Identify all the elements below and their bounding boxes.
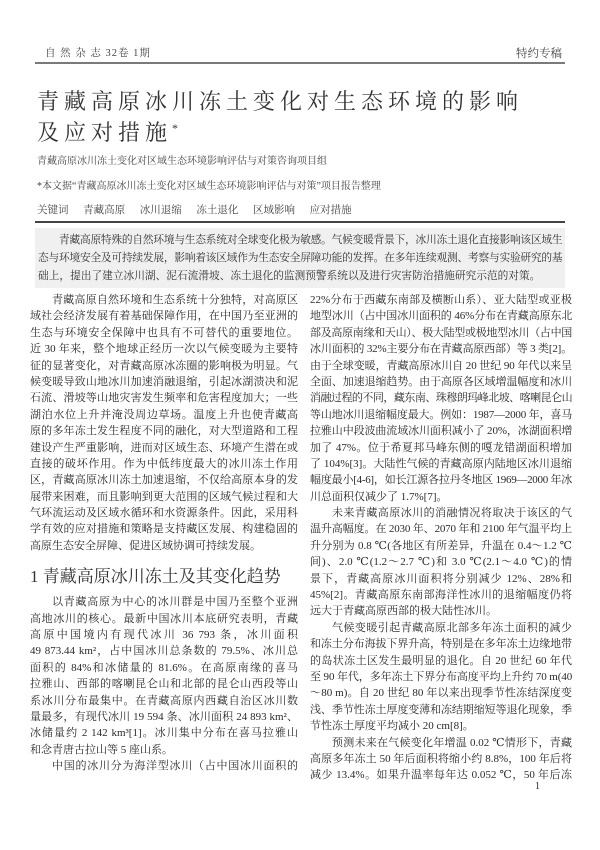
keyword: 区域影响 bbox=[253, 205, 295, 216]
text-line: 地型冰川（占中国冰川面积的 46%分布在青藏高原东北 bbox=[310, 310, 572, 323]
abstract-line: 础上，提出了建立冰川湖、泥石流滑坡、冻土退化的监测预警系统以及进行灾害防治措施研究示范的对策。 bbox=[38, 270, 541, 282]
text-line: 学有效的应对措施和策略是支持藏区发展、构建稳固的 bbox=[30, 523, 298, 536]
title-footnote-mark: * bbox=[172, 121, 184, 135]
text-line: 以青藏高原为中心的冰川群是中国乃至整个亚洲 bbox=[52, 596, 298, 609]
right-column bbox=[310, 292, 572, 784]
text-line: 拉雅山、西部的喀喇昆仑山和北部的昆仑山西段等山 bbox=[30, 678, 298, 691]
text-line: 节性冻土厚度平均减小 20 cm[8]。 bbox=[310, 720, 474, 733]
text-line: 高原生态安全屏障、促进区域协调可持续发展。 bbox=[30, 539, 261, 552]
text-line: 高原中国境内有现代冰川 36 793 条，冰川面积 bbox=[30, 629, 298, 642]
text-line: 面积的 84%和冰储量的 81.6%。在高原南缘的喜马 bbox=[30, 661, 298, 674]
text-line: 温升高幅度。在 2030 年、2070 年和 2100 年气温平均上 bbox=[310, 523, 572, 536]
section-heading: 1 青藏高原冰川冻土及其变化趋势 bbox=[30, 567, 281, 587]
header-rule bbox=[35, 62, 565, 64]
text-line: 青藏高原自然环境和生态系统十分独特，对高原区 bbox=[52, 294, 298, 306]
footnote: *本文据“青藏高原冰川冻土变化对区域生态环境影响评估与对策”项目报告整理 bbox=[37, 181, 381, 192]
text-line: 49 873.44 km²，占中国冰川总条数的 79.5%、冰川总 bbox=[30, 645, 298, 658]
author-group: 青藏高原冰川冻土变化对区域生态环境影响评估与对策咨询项目组 bbox=[37, 156, 327, 167]
page-number: 1 bbox=[535, 781, 540, 792]
text-line: 等山地冰川退缩幅度最大。例如：1987—2000 年，喜马 bbox=[310, 408, 572, 421]
text-line: 近 30 年来，整个地球正经历一次以气候变暖为主要特 bbox=[30, 343, 298, 356]
text-line: 中国的冰川分为海洋型冰川（占中国冰川面积的 bbox=[52, 760, 298, 773]
journal-issue: 自 然 杂 志 32卷 1期 bbox=[45, 48, 151, 59]
text-line: 22%分布于西藏东南部及横断山系）、亚大陆型或亚极 bbox=[310, 294, 572, 306]
text-line: 全面、加速退缩趋势。由于高原各区域增温幅度和冰川 bbox=[310, 375, 572, 388]
keyword: 青藏高原 bbox=[83, 205, 126, 216]
text-line: 川总面积仅减少了 1.7%[7]。 bbox=[310, 490, 448, 503]
title-line-1: 青藏高原冰川冻土变化对生态环境的影响 bbox=[37, 89, 524, 114]
title-line-2: 及应对措施 bbox=[37, 120, 173, 145]
paragraph bbox=[30, 594, 298, 758]
abstract-line: 青藏高原特殊的自然环境与生态系统对全球变化极为敏感。气候变暖背景下，冰川冻土退化直接影响该区域生 bbox=[38, 234, 562, 246]
paragraph bbox=[310, 620, 572, 735]
text-line: 部及高原南缘和天山）、极大陆型或极地型冰川（占中国 bbox=[310, 326, 572, 339]
text-line: 原的多年冻土发生程度不同的融化，对大型道路和工程 bbox=[30, 425, 298, 438]
column-label: 特约专稿 bbox=[516, 48, 562, 60]
article-title bbox=[37, 86, 523, 148]
text-line: 区，青藏高原冰川冻土加速退缩，不仅给高原本身的发 bbox=[30, 474, 298, 487]
abstract-line: 态与环境安全及可持续发展，影响着该区域作为生态安全屏障功能的发挥。在多年连续观测、考察与实验研究的基 bbox=[38, 252, 562, 264]
text-line: 高地冰川的核心。最新中国冰川本底研究表明，青藏 bbox=[30, 612, 298, 625]
text-line: 建设产生严重影响，进而对区域生态、环境产生潜在或 bbox=[30, 441, 298, 454]
paragraph bbox=[30, 292, 298, 554]
text-line: 候变暖导致山地冰川加速消融退缩，引起冰湖溃决和泥 bbox=[30, 375, 298, 388]
text-line: 景下，青藏高原冰川面积将分别减少 12%、28%和 bbox=[310, 572, 572, 585]
text-line: 生态与环境安全保障中也具有不可替代的重要地位。 bbox=[30, 326, 298, 339]
text-line: 域社会经济发展有着基础保障作用，在中国乃至亚洲的 bbox=[30, 310, 298, 323]
paragraph bbox=[310, 505, 572, 620]
paragraph bbox=[30, 758, 298, 774]
text-line: 减少 13.4%。如果升温率每年达 0.052 ℃，50 年后冻 bbox=[310, 769, 572, 782]
text-line: 升分别为 0.8 ℃(各地区有所差异，升温在 0.4～1.2 ℃ bbox=[310, 539, 572, 552]
text-line: 预测未来在气候变化年增温 0.02 ℃情形下，青藏 bbox=[332, 736, 572, 749]
text-line: 征的显著变化，对青藏高原冰冻圈的影响极为明显。气 bbox=[30, 359, 298, 372]
text-line: 量最多，有现代冰川 19 594 条、冰川面积 24 893 km²、 bbox=[30, 710, 298, 723]
keyword: 应对措施 bbox=[309, 205, 352, 216]
text-line: 气候变暖引起青藏高原北部多年冻土面积的减少 bbox=[332, 621, 572, 634]
keyword: 冻土退化 bbox=[196, 205, 239, 216]
text-line: 加了 47%。位于希夏邦马峰东侧的嘎龙错湖面积增加 bbox=[310, 441, 572, 454]
paragraph bbox=[310, 292, 572, 505]
text-line: 和念青唐古拉山等 5 座山系。 bbox=[30, 743, 173, 756]
text-line: 高原多年冻土 50 年后面积将缩小约 8.8%，100 年后将 bbox=[310, 752, 572, 765]
text-line: 的岛状冻土区发生最明显的退化。自 20 世纪 60 年代 bbox=[310, 654, 572, 667]
text-line: ～80 m)。自 20 世纪 80 年以来出现季节性冻结深度变 bbox=[310, 687, 572, 700]
text-line: 石流、滑坡等山地灾害发生频率和危害程度加大；一些 bbox=[30, 392, 298, 405]
keywords bbox=[37, 202, 352, 217]
text-line: 至 90 年代，多年冻土下界分布高度平均上升约 70 m(40 bbox=[310, 670, 572, 683]
text-line: 了 104%[3]。大陆性气候的青藏高原内陆地区冰川退缩 bbox=[310, 457, 572, 470]
text-line: 冰川面积的 32%主要分布在青藏高原西部）等 3 类[2]。 bbox=[310, 343, 572, 356]
text-line: 间)、2.0 ℃(1.2～2.7 ℃)和 3.0 ℃(2.1～4.0 ℃)的情 bbox=[310, 556, 572, 569]
keywords-label: 关键词 bbox=[37, 205, 69, 216]
text-line: 浅、季节性冻土厚度变薄和冻结期缩短等退化现象，季 bbox=[310, 703, 572, 716]
text-line: 直接的破坏作用。作为中低纬度最大的冰川冻土作用 bbox=[30, 457, 298, 470]
text-line: 幅度最小[4-6]，如长江源各拉丹冬地区 1969—2000 年冰 bbox=[310, 474, 572, 487]
text-line: 和冻土分布海拔下界升高，特别是在多年冻土边缘地带 bbox=[310, 638, 572, 651]
left-column bbox=[30, 292, 298, 775]
text-line: 冰储量约 2 142 km³[1]。冰川集中分布在喜马拉雅山 bbox=[30, 727, 298, 740]
paragraph bbox=[310, 735, 572, 784]
text-line: 45%[2]。青藏高原东南部海洋性冰川的退缩幅度仍将 bbox=[310, 589, 572, 602]
keyword: 冰川退缩 bbox=[139, 205, 182, 216]
keywords-rule bbox=[35, 221, 565, 223]
text-line: 拉雅山中段波曲流域冰川面积减小了 20%，冰湖面积增 bbox=[310, 425, 572, 438]
text-line: 湖泊水位上升并淹没周边草场。温度上升也使青藏高 bbox=[30, 408, 298, 421]
text-line: 气环流运动及区域水循环和水资源条件。因此，采用科 bbox=[30, 507, 298, 520]
text-line: 由于全球变暖，青藏高原冰川自 20 世纪 90 年代以来呈 bbox=[310, 359, 572, 372]
text-line: 远大于青藏高原西部的极大陆性冰川。 bbox=[310, 605, 497, 618]
text-line: 系冰川分布最集中。在青藏高原内西藏自治区冰川数 bbox=[30, 694, 298, 707]
text-line: 展带来困难，而且影响到更大范围的区域气候过程和大 bbox=[30, 490, 298, 503]
text-line: 消融过程的不同，藏东南、珠穆朗玛峰北坡、喀喇昆仑山 bbox=[310, 392, 572, 405]
text-line: 未来青藏高原冰川的消融情况将取决于该区的气 bbox=[332, 507, 572, 520]
